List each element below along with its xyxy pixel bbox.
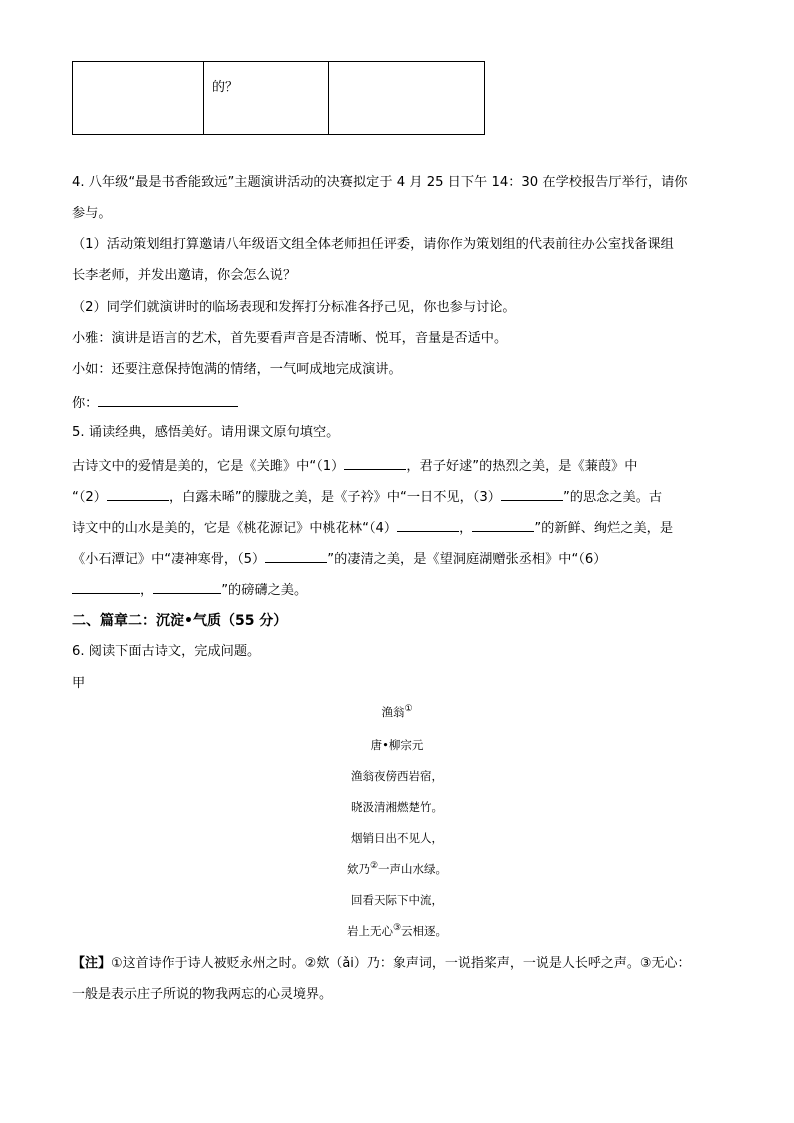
footnote-mark: ① xyxy=(404,704,413,715)
answer-table xyxy=(72,61,485,135)
answer-line xyxy=(72,392,238,414)
poem-line-1: 渔翁夜傍西岩宿， xyxy=(351,769,443,783)
q5-text: ”的凄清之美，是《望洞庭湖赠张丞相》中“（6） xyxy=(327,552,607,567)
poem-text: 一声山水绿。 xyxy=(378,862,448,876)
q5-text: ，白露未晞”的朦胧之美，是《子衿》中“一日不见，（3） xyxy=(169,490,501,505)
q5-text: ， xyxy=(459,521,473,536)
q5-line4 xyxy=(72,548,606,570)
footnote-mark: ③ xyxy=(392,923,402,934)
blank-2[interactable] xyxy=(107,486,169,501)
q4-part1-a: （1）活动策划组打算邀请八年级语文组全体老师担任评委，请你作为策划组的代表前往办公室找备课组 xyxy=(72,237,674,252)
footnote-mark: ② xyxy=(369,861,379,872)
q4-line2: 参与。 xyxy=(72,206,112,221)
note-label: 【注】 xyxy=(72,956,112,971)
q5-text: ”的思念之美。古 xyxy=(562,490,663,505)
q5-line1 xyxy=(72,455,637,477)
blank-4b[interactable] xyxy=(472,517,534,532)
q5-text: ，君子好逑”的热烈之美，是《蒹葭》中 xyxy=(406,459,638,474)
section-heading: 二、篇章二：沉淀•气质（55 分） xyxy=(72,613,288,629)
q4-line1: 4. 八年级“最是书香能致远”主题演讲活动的决赛拟定于 4 月 25 日下午 14：30 在学校报告厅举行，请你 xyxy=(72,175,688,190)
poem-title xyxy=(0,704,794,720)
poem-author: 唐•柳宗元 xyxy=(370,738,424,752)
poem-line-3: 烟销日出不见人， xyxy=(351,831,443,845)
q5-text: 古诗文中的爱情是美的，它是《关雎》中“（1） xyxy=(72,459,345,474)
blank-6b[interactable] xyxy=(153,579,221,594)
q6-title: 6. 阅读下面古诗文，完成问题。 xyxy=(72,644,261,659)
q5-title: 5. 诵读经典，感悟美好。请用课文原句填空。 xyxy=(72,425,340,440)
poem-text: 云相逐。 xyxy=(401,924,448,938)
q5-line2 xyxy=(72,486,662,508)
poem-line-4 xyxy=(0,861,794,877)
q5-text: ”的磅礴之美。 xyxy=(221,583,308,598)
poem-line-5: 回看天际下中流， xyxy=(351,893,443,907)
q4-part2: （2）同学们就演讲时的临场表现和发挥打分标准各抒己见，你也参与讨论。 xyxy=(72,300,516,315)
q4-part1-b: 长李老师，并发出邀请，你会怎么说？ xyxy=(72,268,297,283)
poem-title-text: 渔翁 xyxy=(381,705,405,719)
table-cell-1 xyxy=(73,62,204,135)
q5-line5 xyxy=(72,579,307,601)
q5-text: ”的新鲜、绚烂之美，是 xyxy=(534,521,674,536)
poem-text: 岩上无心 xyxy=(346,924,393,938)
xiaoya-line: 小雅：演讲是语言的艺术，首先要看声音是否清晰、悦耳，音量是否适中。 xyxy=(72,331,508,346)
note-line-2: 一般是表示庄子所说的物我两忘的心灵境界。 xyxy=(72,987,333,1002)
note-text: ①这首诗作于诗人被贬永州之时。②欸（ǎi）乃：象声词，一说指桨声，一说是人长呼之声。③无心： xyxy=(111,956,691,971)
blank-3[interactable] xyxy=(501,486,563,501)
poem-text: 欸乃 xyxy=(346,862,370,876)
table-cell-3 xyxy=(329,62,485,135)
xiaoru-line: 小如：还要注意保持饱满的情绪，一气呵成地完成演讲。 xyxy=(72,362,402,377)
poem-line-2: 晓汲清湘燃楚竹。 xyxy=(351,800,443,814)
q5-text: “（2） xyxy=(72,490,107,505)
answer-label: 你： xyxy=(72,396,99,411)
table-cell-2: 的？ xyxy=(204,62,329,135)
blank-5[interactable] xyxy=(265,548,327,563)
q5-text: ， xyxy=(140,583,154,598)
note-line-1 xyxy=(72,954,691,974)
blank-1[interactable] xyxy=(344,455,406,470)
blank-6a[interactable] xyxy=(72,579,140,594)
q5-text: 诗文中的山水是美的，它是《桃花源记》中桃花林“（4） xyxy=(72,521,398,536)
blank-4a[interactable] xyxy=(397,517,459,532)
table-row xyxy=(73,62,485,135)
poem-line-6 xyxy=(0,923,794,939)
q5-line3 xyxy=(72,517,673,539)
q5-text: 《小石潭记》中“凄神寒骨，（5） xyxy=(72,552,266,567)
answer-blank[interactable] xyxy=(98,392,238,407)
jia-label: 甲 xyxy=(72,676,86,691)
